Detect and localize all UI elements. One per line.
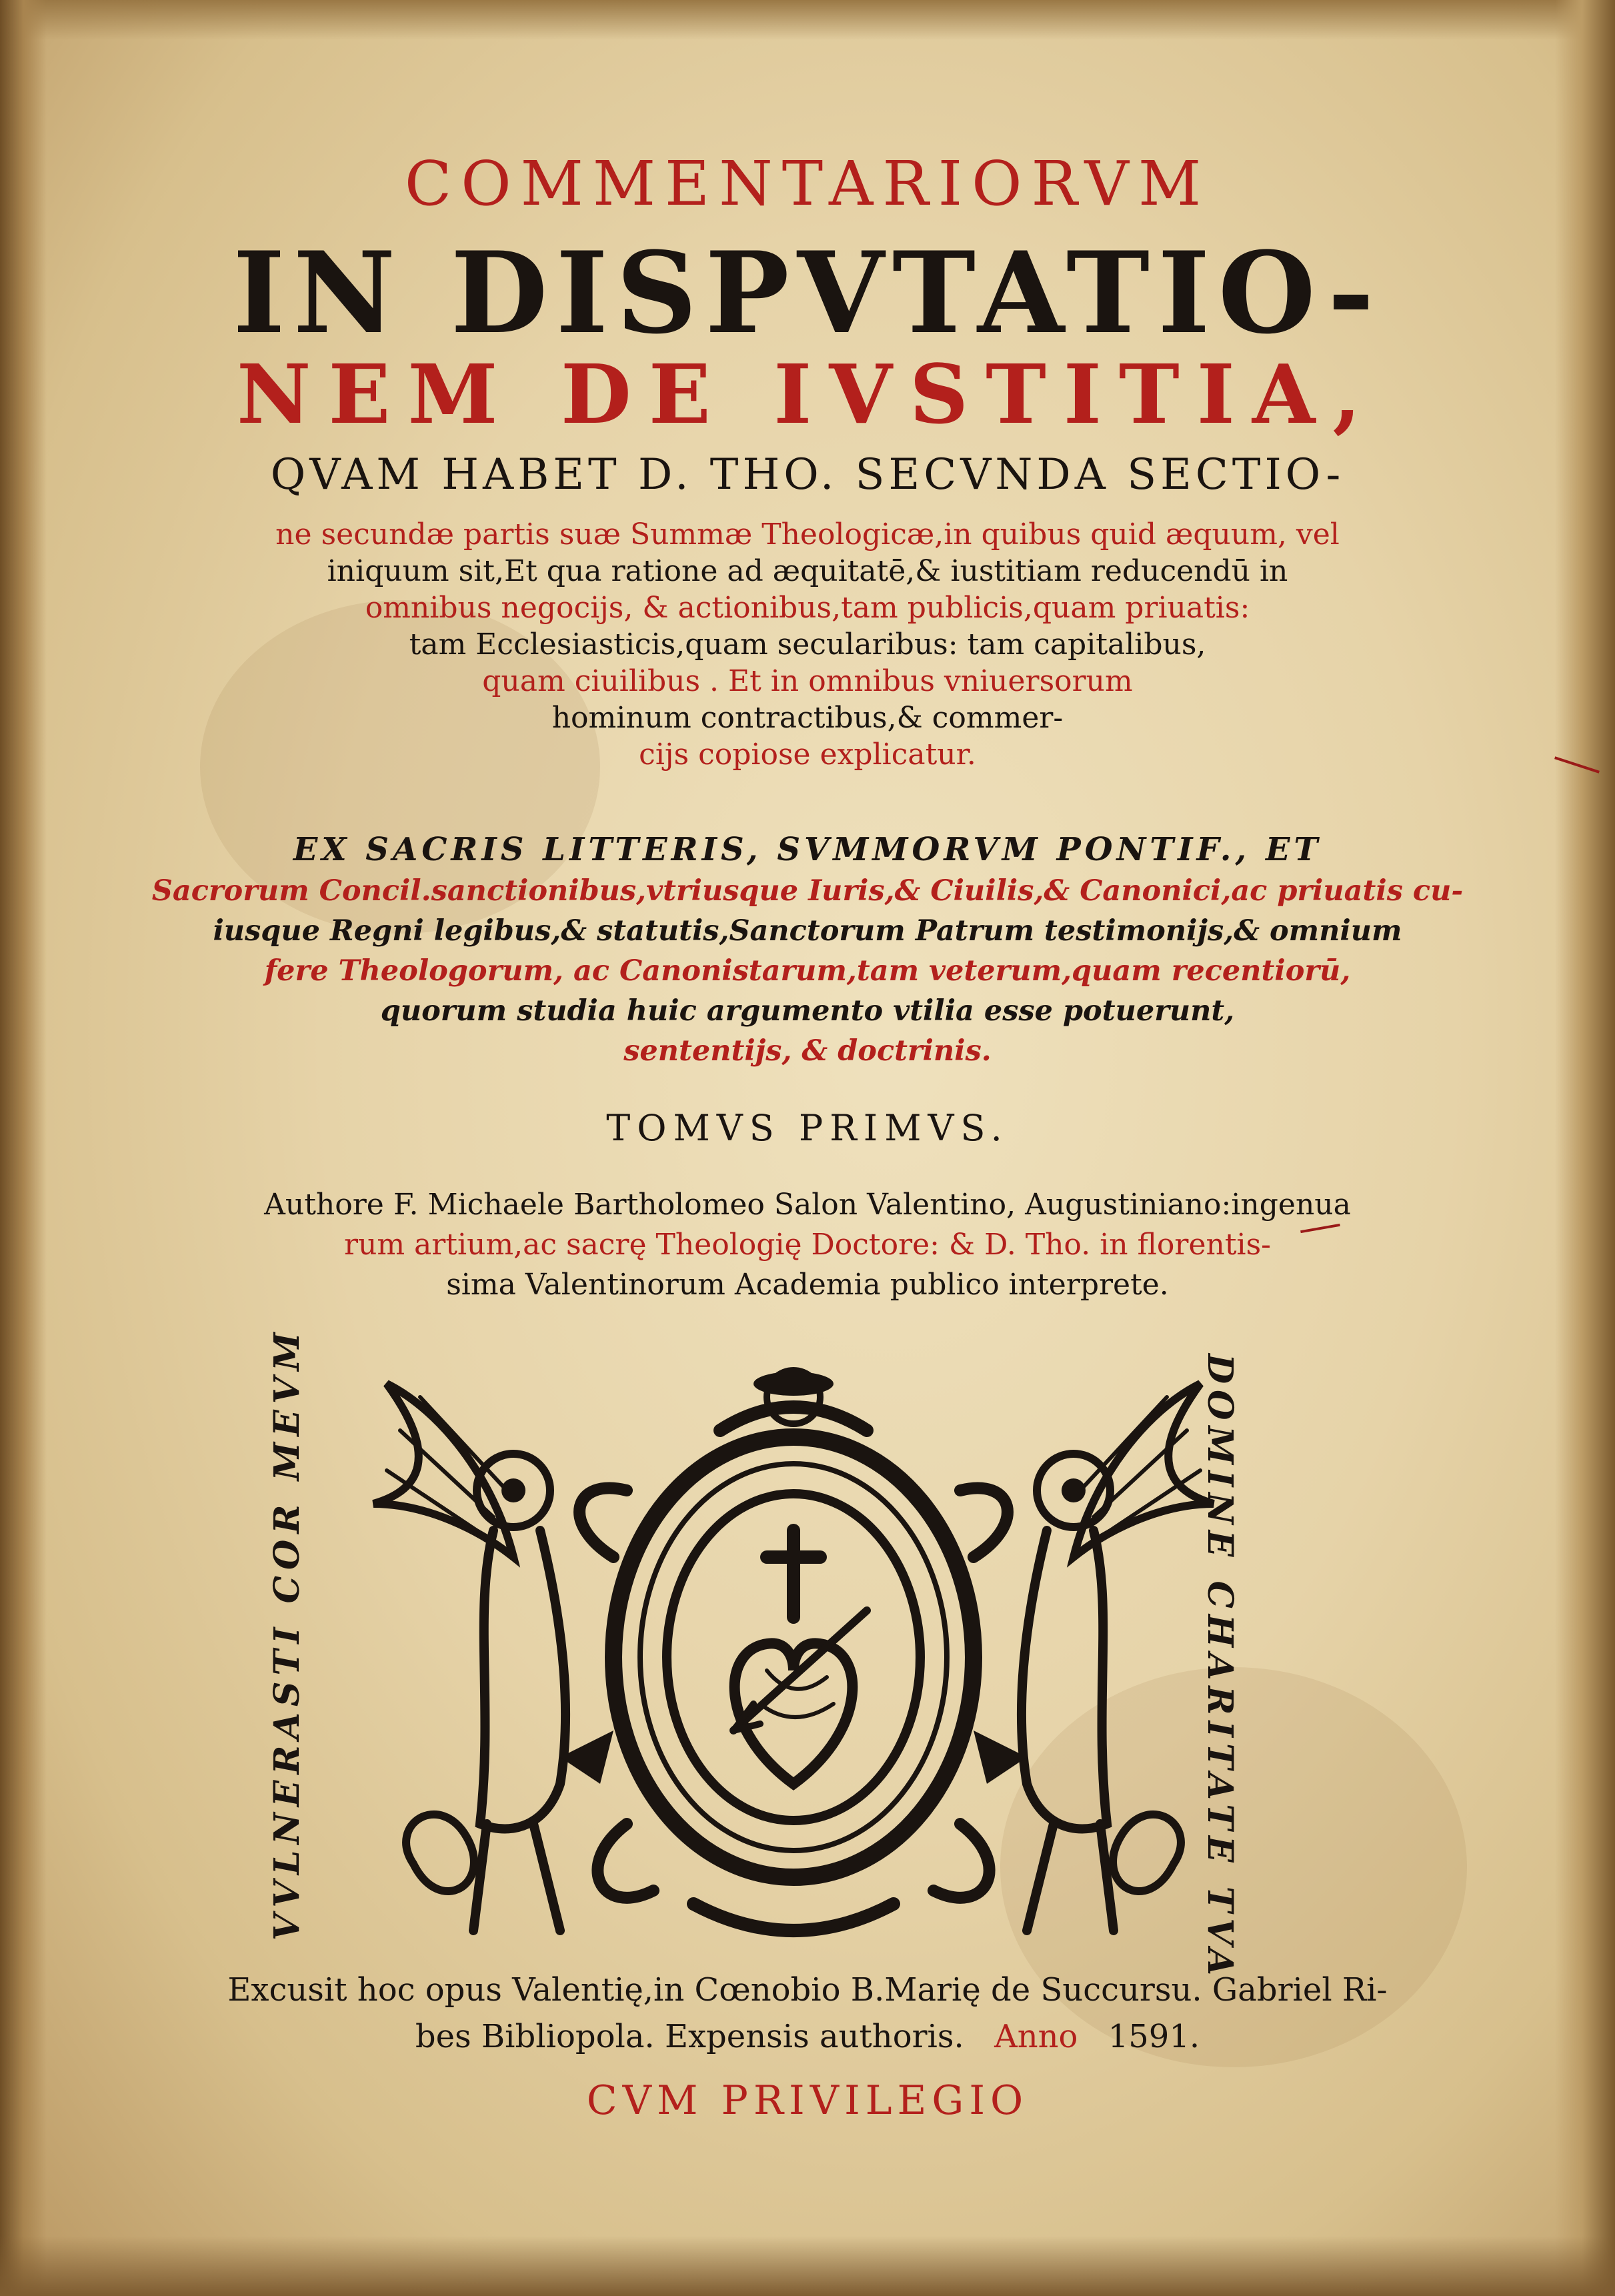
author-line: sima Valentinorum Academia publico interprete. <box>446 1268 1169 1302</box>
page-edge-bottom <box>0 2236 1615 2296</box>
sources-line: fere Theologorum, ac Canonistarum,tam veterum,quam recentiorū, <box>264 954 1351 988</box>
sources-line: sententijs, & doctrinis. <box>623 1034 992 1068</box>
imprint-publisher: bes Bibliopola. Expensis authoris. <box>415 2018 964 2055</box>
subtitle-line: hominum contractibus,& commer- <box>551 701 1064 735</box>
printers-device-icon <box>360 1357 1227 1957</box>
emblem-motto-right: DOMINE CHARITATE TVA <box>1200 1354 1240 1982</box>
privilege-label: CVM PRIVILEGIO <box>586 2077 1029 2124</box>
sources-line: EX SACRIS LITTERIS, SVMMORVM PONTIF., ET <box>293 831 1322 868</box>
sources-line: iusque Regni legibus,& statutis,Sanctorum Patrum testimonijs,& omnium <box>213 914 1402 948</box>
imprint-anno: Anno <box>994 2018 1078 2055</box>
sources-line: quorum studia huic argumento vtilia esse potuerunt, <box>380 994 1235 1028</box>
title-line-3: NEM DE IVSTITIA, <box>237 346 1378 442</box>
title-line-2: IN DISPVTATIO- <box>233 227 1382 359</box>
subtitle-line: iniquum sit,Et qua ratione ad æquitatē,& iustitiam reducendū in <box>327 554 1288 588</box>
title-line-4: QVAM HABET D. THO. SECVNDA SECTIO- <box>270 450 1345 499</box>
author-line: rum artium,ac sacrę Theologię Doctore: & D. Tho. in florentis- <box>343 1228 1272 1262</box>
page-edge-top <box>0 0 1615 40</box>
subtitle-line: omnibus negocijs, & actionibus,tam publicis,quam priuatis: <box>365 591 1250 625</box>
title-line-1: COMMENTARIORVM <box>404 148 1211 219</box>
sources-line: Sacrorum Concil.sanctionibus,vtriusque Iuris,& Ciuilis,& Canonici,ac priuatis cu- <box>151 874 1464 908</box>
subtitle-line: tam Ecclesiasticis,quam secularibus: tam capitalibus, <box>409 628 1206 662</box>
subtitle-line: quam ciuilibus . Et in omnibus vniuersorum <box>482 664 1133 698</box>
subtitle-line: cijs copiose explicatur. <box>639 738 976 772</box>
imprint-year: 1591. <box>1108 2018 1200 2055</box>
imprint-line-2 <box>0 2018 1615 2055</box>
author-line: Authore F. Michaele Bartholomeo Salon Valentino, Augustiniano:ingenua <box>264 1188 1351 1222</box>
volume-label: TOMVS PRIMVS. <box>606 1107 1009 1149</box>
subtitle-line: ne secundæ partis suæ Summæ Theologicæ,in quibus quid æquum, vel <box>275 517 1340 551</box>
emblem-motto-left: VVLNERASTI COR MEVM <box>267 1326 307 1941</box>
imprint-line-1: Excusit hoc opus Valentię,in Cœnobio B.Marię de Succursu. Gabriel Ri- <box>227 1971 1388 2009</box>
